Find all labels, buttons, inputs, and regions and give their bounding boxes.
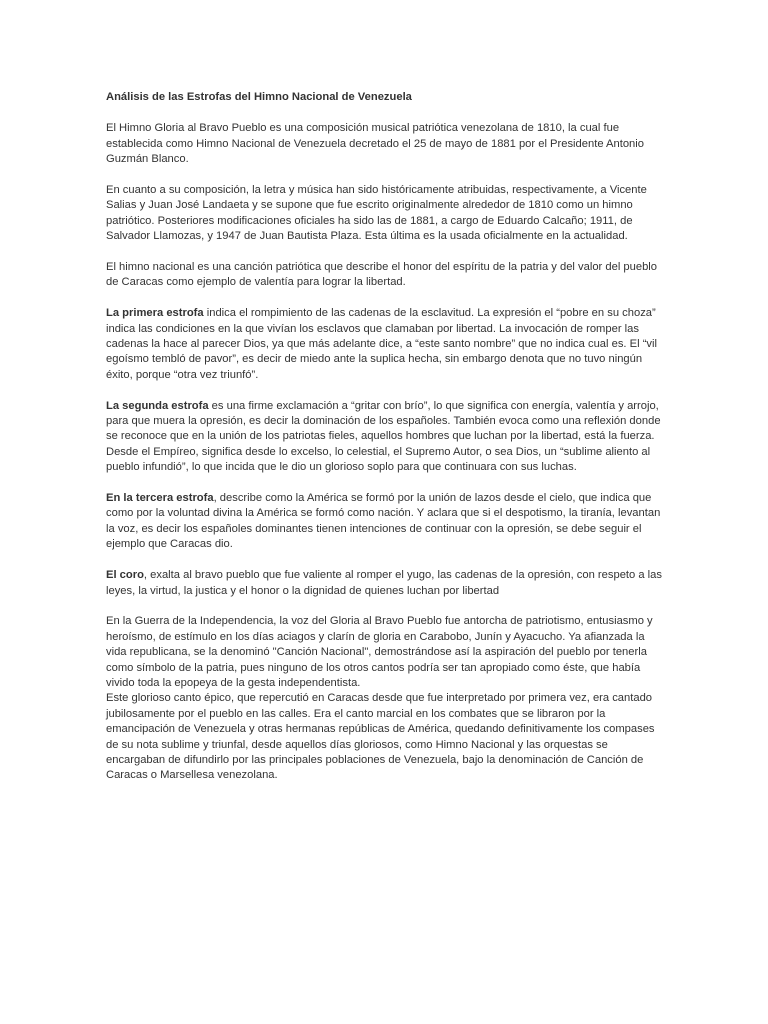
- paragraph-lead: En la tercera estrofa: [106, 492, 214, 505]
- paragraph-text: El Himno Gloria al Bravo Pueblo es una composición musical patriótica venezolana de 1810, la cual fue establecida como Himno Nacional de Venezuela decretado el 25 de mayo de 1881 por el Presidente Antonio Guzmán Blanco.: [106, 122, 644, 166]
- paragraph-intro: [106, 121, 662, 167]
- paragraph-lead: La primera estrofa: [106, 307, 204, 320]
- paragraph-text: En cuanto a su composición, la letra y música han sido históricamente atribuidas, respectivamente, a Vicente Salias y Juan José Landaeta y se supone que fue escrito originalmente alrededor de 1810 como un himno patriótico. Posteriores modificaciones oficiales ha sido las de 1881, a cargo de Eduardo Calcaño; 1911, de Salvador Llamozas, y 1947 de Juan Bautista Plaza. Esta última es la usada oficialmente en la actualidad.: [106, 184, 647, 243]
- paragraph-second-stanza: [106, 399, 662, 476]
- document-body: [106, 90, 662, 799]
- paragraph-text: En la Guerra de la Independencia, la voz del Gloria al Bravo Pueblo fue antorcha de patriotismo, entusiasmo y heroísmo, de estímulo en los días aciagos y clarín de gloria en Carabobo, Junín y Ayacucho. Ya afianzada la vida republicana, se la denominó "Canción Nacional", demostrándose así la aspiración del pueblo por tenerla como símbolo de la patria, pues ninguno de los otros cantos podría ser tan apropiado como éste, que había vivido toda la epopeya de la gesta independentista.: [106, 615, 653, 689]
- paragraph-composition: [106, 183, 662, 245]
- document-title: Análisis de las Estrofas del Himno Nacional de Venezuela: [106, 91, 412, 103]
- paragraph-text: El himno nacional es una canción patriótica que describe el honor del espíritu de la patria y del valor del pueblo de Caracas como ejemplo de valentía para lograr la libertad.: [106, 261, 658, 289]
- paragraph-text: es una firme exclamación a “gritar con brío”, lo que significa con energía, valentía y arrojo, para que muera la opresión, es decir la dominación de los españoles. También evoca como una reflexión donde se reconoce que en la unión de los patriotas fieles, aquellos hombres que luchan por la libertad, está la fuerza. Desde el Empíreo, significa desde lo excelso, lo celestial, el Supremo Autor, o sea Dios, un “sublime aliento al pueblo infundió”, lo que incida que le dio un glorioso soplo para que continuara con sus luchas.: [106, 399, 661, 474]
- paragraph-third-stanza: [106, 491, 662, 553]
- paragraph-lead: La segunda estrofa: [106, 399, 209, 412]
- paragraph-independence-war: [106, 614, 662, 691]
- paragraph-description: [106, 260, 662, 291]
- paragraph-lead: El coro: [106, 569, 144, 582]
- paragraph-text: indica el rompimiento de las cadenas de la esclavitud. La expresión el “pobre en su choza” indica las condiciones en la que vivían los esclavos que clamaban por libertad. La invocación de romper las cadenas la hace al parecer Dios, ya que más adelante dice, a “este santo nombre” que no indica cual es. El “vil egoísmo tembló de pavor”, es decir de miedo ante la suplica hecha, sin embargo denota que no tuvo ningún éxito, porque “otra vez triunfó”.: [106, 307, 657, 381]
- paragraph-text: , exalta al bravo pueblo que fue valiente al romper el yugo, las cadenas de la opresión, con respeto a las leyes, la virtud, la justica y el honor o la dignidad de quienes luchan por libertad: [106, 569, 662, 597]
- paragraph-epic-song: [106, 691, 662, 783]
- paragraph-text: Este glorioso canto épico, que repercutió en Caracas desde que fue interpretado por primera vez, era cantado jubilosamente por el pueblo en las calles. Era el canto marcial en los combates que se libraron por la emancipación de Venezuela y otras hermanas repúblicas de América, quedando definitivamente los compases de su nota sublime y triunfal, desde aquellos días gloriosos, como Himno Nacional y las orquestas se encargaban de difundirlo por las principales poblaciones de Venezuela, bajo la denominación de Canción de Caracas o Marsellesa venezolana.: [106, 692, 655, 782]
- paragraph-text: , describe como la América se formó por la unión de lazos desde el cielo, que indica que como por la voluntad divina la América se formó como nación. Y aclara que si el despotismo, la tiranía, levantan la voz, es decir los españoles dominantes tienen intenciones de continuar con la opresión, se debe seguir el ejemplo que Caracas dio.: [106, 492, 661, 551]
- paragraph-chorus: [106, 568, 662, 599]
- paragraph-first-stanza: [106, 306, 662, 383]
